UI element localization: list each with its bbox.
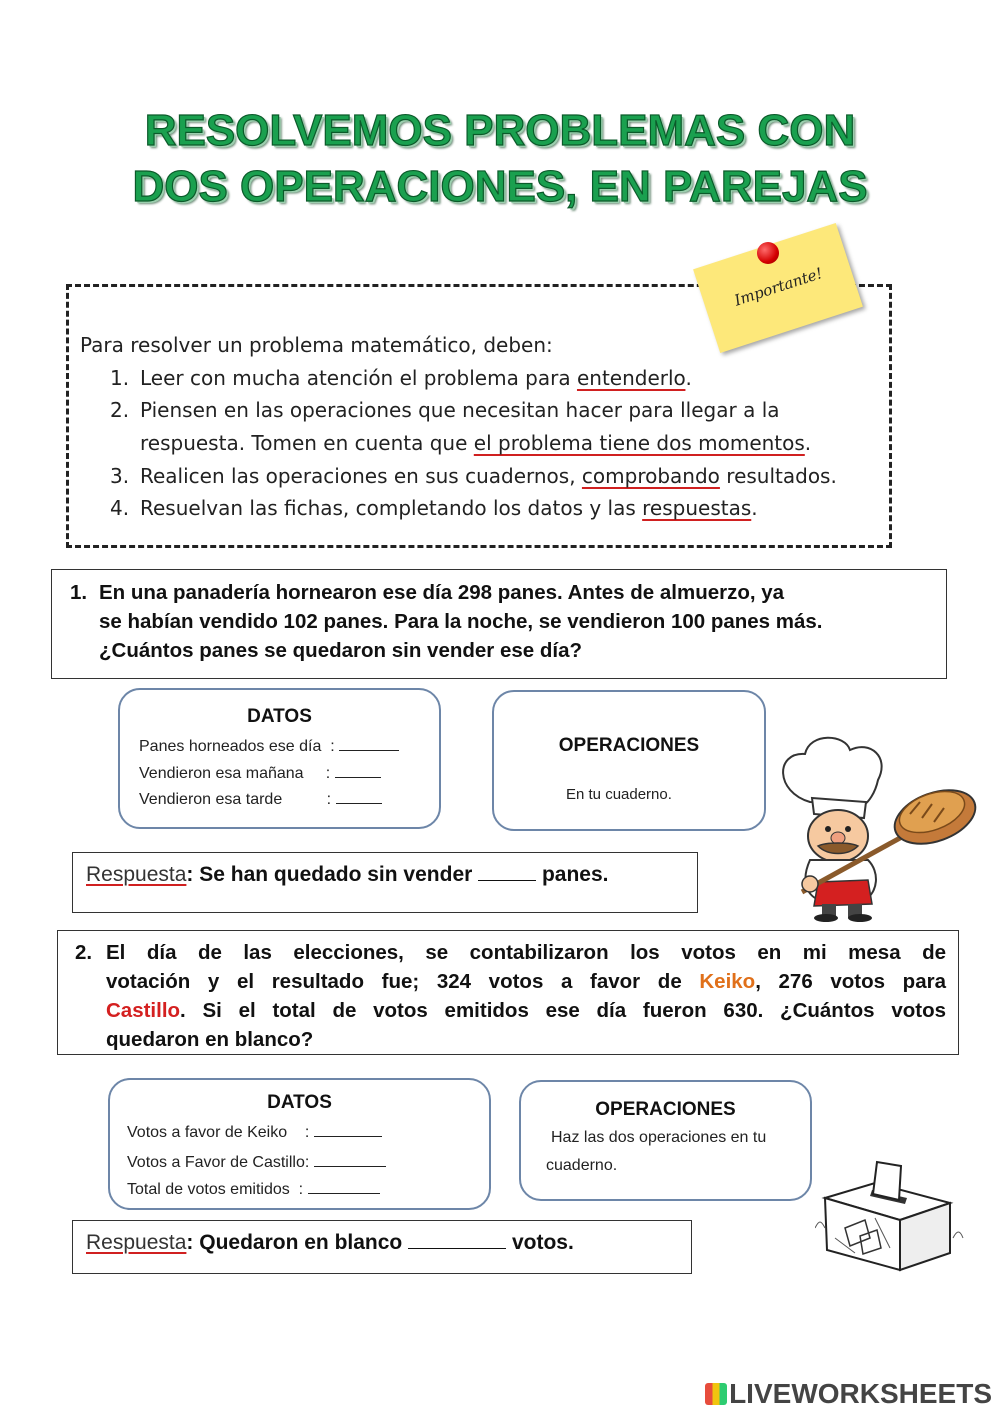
datos2-blank-1[interactable] xyxy=(314,1122,382,1137)
liveworksheets-icon xyxy=(705,1383,727,1405)
problem-1-line2: se habían vendido 102 panes. Para la noche, se vendieron 100 panes más. xyxy=(99,610,823,633)
datos2-line-3: Total de votos emitidos : xyxy=(127,1179,380,1199)
pin-icon xyxy=(757,242,779,264)
operaciones2-line2: cuaderno. xyxy=(546,1157,618,1174)
problem-2-line2: votación y el resultado fue; 324 votos a favor de Keiko, 276 votos para xyxy=(106,970,946,993)
datos-line-2: Vendieron esa mañana : xyxy=(139,763,381,783)
problem-2-datos-box xyxy=(108,1078,491,1210)
datos-title: DATOS xyxy=(247,706,312,727)
operaciones-title-2: OPERACIONES xyxy=(595,1099,736,1120)
problem-1-answer-blank[interactable] xyxy=(478,880,536,881)
datos-title-2: DATOS xyxy=(267,1092,332,1113)
datos-blank-2[interactable] xyxy=(335,763,381,778)
datos2-blank-2[interactable] xyxy=(314,1152,386,1167)
problem-1-line3: ¿Cuántos panes se quedaron sin vender ese día? xyxy=(99,639,583,662)
problem-2-line4: quedaron en blanco? xyxy=(106,1028,314,1051)
instruction-item-3: 3. Realicen las operaciones en sus cuadernos, comprobando resultados. xyxy=(110,464,837,488)
datos2-line-1: Votos a favor de Keiko : xyxy=(127,1122,382,1142)
operaciones-title: OPERACIONES xyxy=(558,735,700,756)
instruction-item-4: 4. Resuelvan las fichas, completando los datos y las respuestas. xyxy=(110,496,758,520)
problem-2-answer-blank[interactable] xyxy=(408,1248,506,1249)
datos-line-1: Panes horneados ese día : xyxy=(139,736,399,756)
ballot-box-illustration xyxy=(815,1158,965,1273)
datos-line-3: Vendieron esa tarde : xyxy=(139,789,382,809)
page-title-line1: RESOLVEMOS PROBLEMAS CON xyxy=(144,106,856,155)
datos2-blank-3[interactable] xyxy=(308,1179,380,1194)
problem-2-line1: El día de las elecciones, se contabilizaron los votos en mi mesa de xyxy=(106,941,946,964)
liveworksheets-logo[interactable]: LIVEWORKSHEETS xyxy=(705,1378,992,1410)
problem-2-line3: Castillo. Si el total de votos emitidos ese día fueron 630. ¿Cuántos votos xyxy=(106,999,946,1022)
problem-1-datos-box xyxy=(118,688,441,829)
datos2-line-2: Votos a Favor de Castillo: xyxy=(127,1152,386,1172)
problem-2-answer-box: Respuesta: Quedaron en blanco votos. xyxy=(72,1220,692,1274)
sticky-note-label: Importante! xyxy=(732,264,825,310)
baker-chef-illustration xyxy=(770,732,985,922)
instruction-item-2: 2. Piensen en las operaciones que necesitan hacer para llegar a la xyxy=(110,398,780,422)
instructions-intro: Para resolver un problema matemático, deben: xyxy=(80,333,553,357)
problem-2-box: 2. El día de las elecciones, se contabilizaron los votos en mi mesa de votación y el resultado fue; 324 votos a favor de Keiko, 276 votos para Castillo. Si el total de votos emitidos ese día fueron 630. ¿Cuántos votos quedaron en blanco? xyxy=(57,930,959,1055)
operaciones-note: En tu cuaderno. xyxy=(566,786,672,803)
problem-1-operaciones-box xyxy=(492,690,766,831)
answer-label-2: Respuesta xyxy=(86,1231,187,1254)
problem-1-box: 1. En una panadería hornearon ese día 298 panes. Antes de almuerzo, ya se habían vendido 102 panes. Para la noche, se vendieron 100 panes más. ¿Cuántos panes se quedaron sin vender ese día? xyxy=(51,569,947,679)
page-title-line2: DOS OPERACIONES, EN PAREJAS xyxy=(132,162,868,211)
instruction-item-1: 1. Leer con mucha atención el problema para entenderlo. xyxy=(110,366,692,390)
operaciones2-line1: Haz las dos operaciones en tu xyxy=(551,1129,767,1146)
problem-1-answer-box: Respuesta: Se han quedado sin vender panes. xyxy=(72,852,698,913)
answer-label: Respuesta xyxy=(86,863,187,886)
problem-1-line1: En una panadería hornearon ese día 298 panes. Antes de almuerzo, ya xyxy=(99,581,785,604)
problem-2-operaciones-box xyxy=(519,1080,812,1201)
datos-blank-3[interactable] xyxy=(336,789,382,804)
instruction-item-2-cont: respuesta. Tomen en cuenta que el problema tiene dos momentos. xyxy=(140,431,812,455)
datos-blank-1[interactable] xyxy=(339,736,399,751)
